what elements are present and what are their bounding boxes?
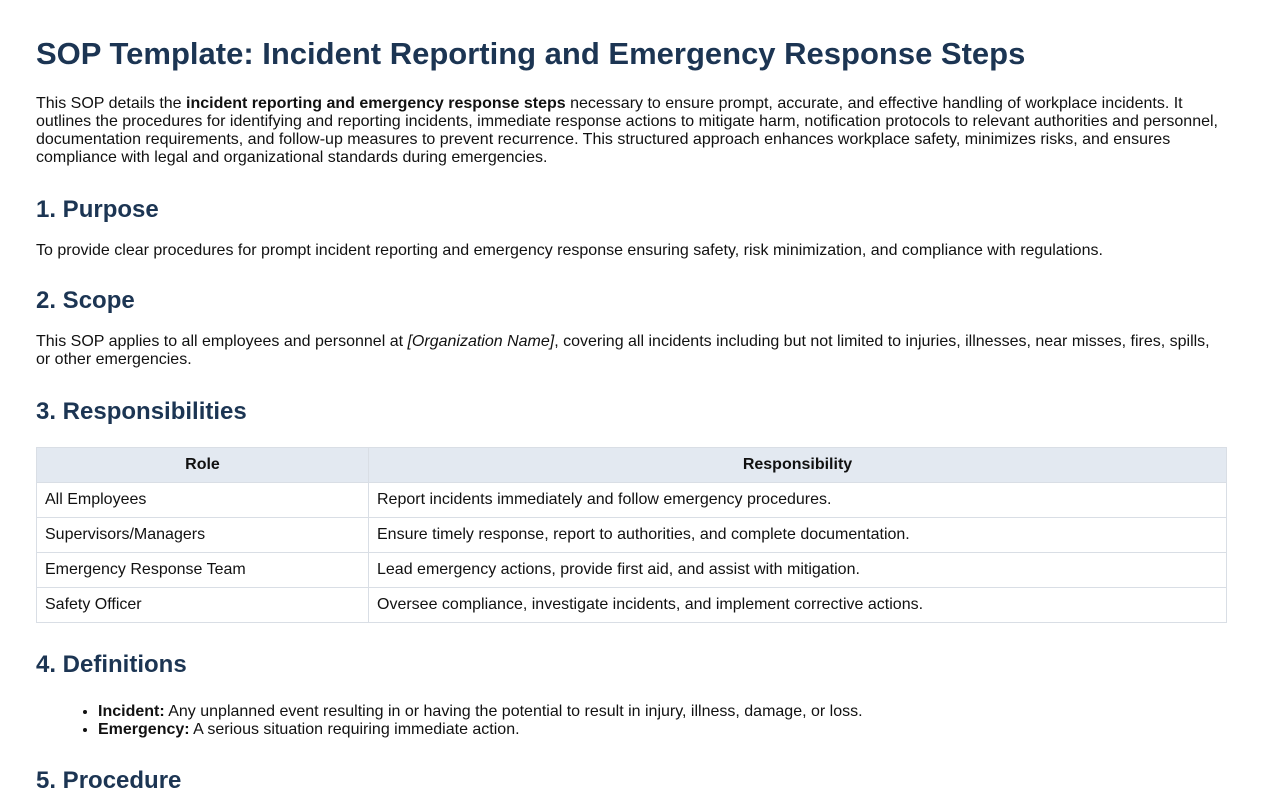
table-row <box>37 553 1227 588</box>
list-item <box>98 721 1227 739</box>
column-header-role: Role <box>37 448 369 483</box>
scope-heading: 2. Scope <box>36 287 135 314</box>
procedure-heading: 5. Procedure <box>36 767 182 794</box>
role-cell: Emergency Response Team <box>37 553 369 588</box>
role-cell: Supervisors/Managers <box>37 518 369 553</box>
table-row <box>37 483 1227 518</box>
purpose-heading: 1. Purpose <box>36 196 159 223</box>
table-row <box>37 588 1227 623</box>
list-item <box>98 703 1227 721</box>
page-title: SOP Template: Incident Reporting and Emergency Response Steps <box>36 36 1026 71</box>
definition-term: Incident: <box>98 703 165 720</box>
responsibility-cell: Oversee compliance, investigate incidents, and implement corrective actions. <box>369 588 1227 623</box>
responsibility-cell: Lead emergency actions, provide first aid, and assist with mitigation. <box>369 553 1227 588</box>
table-header-row <box>37 448 1227 483</box>
intro-text-end: necessary to ensure prompt, accurate, and effective handling of workplace incidents. It outlines the procedures for identifying and reporting incidents, immediate response actions to mitigate harm, notification protocols to relevant authorities and personnel, documentation requirements, and follow-up measures to prevent recurrence. This structured approach enhances workplace safety, minimizes risks, and ensures compliance with legal and organizational standards during emergencies. <box>36 95 1218 166</box>
column-header-responsibility: Responsibility <box>369 448 1227 483</box>
purpose-text: To provide clear procedures for prompt incident reporting and emergency response ensuring safety, risk minimization, and compliance with regulations. <box>36 242 1103 259</box>
role-cell: Safety Officer <box>37 588 369 623</box>
table-row <box>37 518 1227 553</box>
responsibilities-heading: 3. Responsibilities <box>36 398 247 425</box>
definitions-list <box>36 703 1227 739</box>
definition-text: Any unplanned event resulting in or having the potential to result in injury, illness, damage, or loss. <box>164 703 863 720</box>
intro-text-start: This SOP details the <box>36 95 186 112</box>
role-cell: All Employees <box>37 483 369 518</box>
scope-paragraph <box>36 333 1227 369</box>
definition-term: Emergency: <box>98 721 190 738</box>
scope-text-start: This SOP applies to all employees and personnel at <box>36 333 408 350</box>
responsibility-cell: Ensure timely response, report to authorities, and complete documentation. <box>369 518 1227 553</box>
organization-name-placeholder: [Organization Name] <box>407 333 555 350</box>
scope-text-end: , covering all incidents including but not limited to injuries, illnesses, near misses, fires, spills, or other emergencies. <box>36 333 1210 368</box>
responsibility-cell: Report incidents immediately and follow emergency procedures. <box>369 483 1227 518</box>
intro-paragraph <box>36 95 1227 167</box>
responsibilities-table <box>36 447 1227 623</box>
intro-bold-text: incident reporting and emergency response steps <box>186 95 566 112</box>
definitions-heading: 4. Definitions <box>36 651 187 678</box>
definition-text: A serious situation requiring immediate action. <box>189 721 520 738</box>
